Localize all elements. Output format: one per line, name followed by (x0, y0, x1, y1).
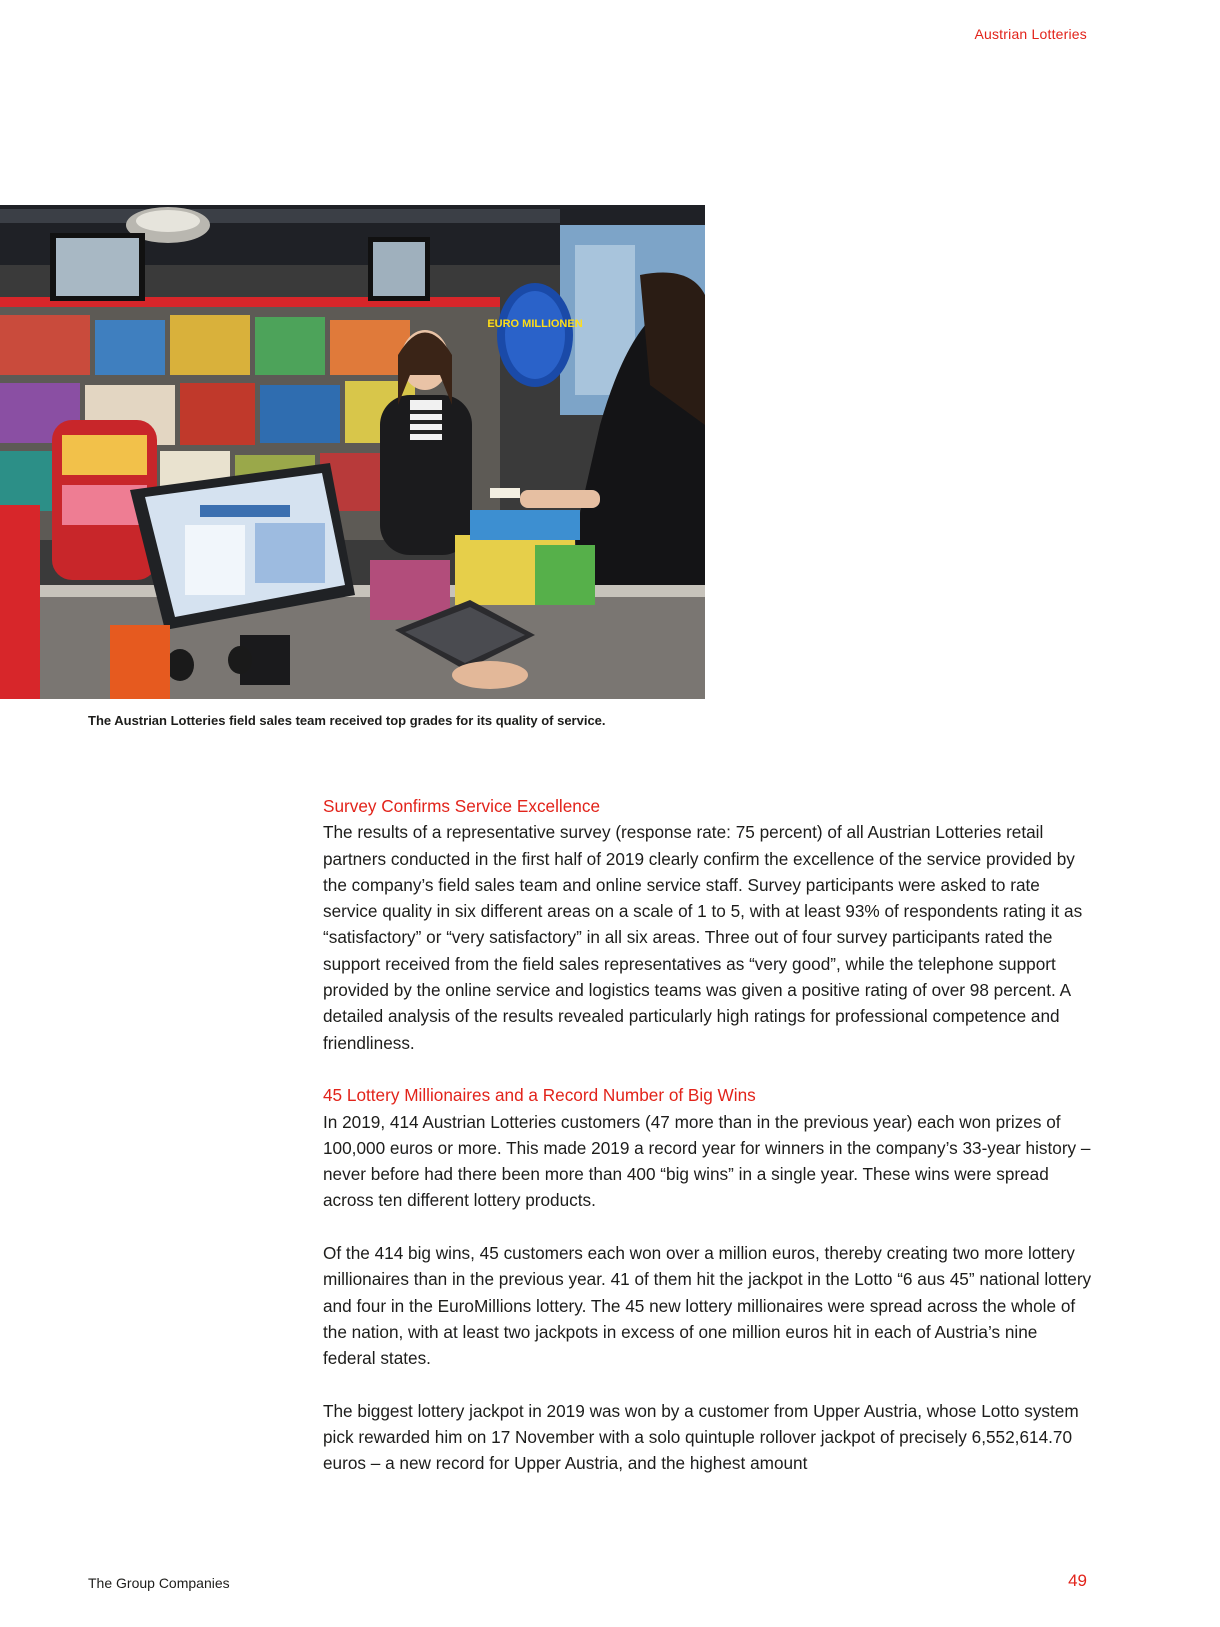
page-number: 49 (1068, 1571, 1087, 1590)
paragraph-millionaires: Of the 414 big wins, 45 customers each won over a million euros, thereby creating two more lottery millionaires than in the previous year. 41 of them hit the jackpot in the Lotto “6 aus 45” national lottery and four in the EuroMillions lottery. The 45 new lottery millionaires were spread across the whole of the nation, with at least two jackpots in excess of one million euros hit in each of Austria’s nine federal states. (323, 1243, 1092, 1369)
photo-caption: The Austrian Lotteries field sales team received top grades for its quality of service. (88, 713, 606, 728)
footer-section-label: The Group Companies (88, 1575, 230, 1591)
running-header: Austrian Lotteries (974, 26, 1087, 42)
paragraph-survey: The results of a representative survey (response rate: 75 percent) of all Austrian Lotteries retail partners conducted in the first half of 2019 clearly confirm the excellence of the service provided by the company’s field sales team and online service staff. Survey participants were asked to rate service quality in six different areas on a scale of 1 to 5, with at least 93% of respondents rating it as “satisfactory” or “very satisfactory” in all six areas. Three out of four survey participants rated the support received from the field sales representatives as “very good”, while the telephone support provided by the online service and logistics teams was given a positive rating of over 98 percent. A detailed analysis of the results revealed particularly high ratings for professional competence and friendliness. (323, 822, 1083, 1053)
lottery-counter-illustration (0, 205, 705, 699)
heading-millionaires: 45 Lottery Millionaires and a Record Number of Big Wins (323, 1085, 756, 1106)
store-photo (0, 205, 705, 699)
euromillionen-sign: EURO MILLIONEN (487, 318, 583, 330)
paragraph-big-wins: In 2019, 414 Austrian Lotteries customers (47 more than in the previous year) each won prizes of 100,000 euros or more. This made 2019 a record year for winners in the company’s 33-year history – never before had there been more than 400 “big wins” in a single year. These wins were spread across ten different lottery products. (323, 1111, 1091, 1211)
paragraph-biggest-jackpot: The biggest lottery jackpot in 2019 was won by a customer from Upper Austria, whose Lotto system pick rewarded him on 17 November with a solo quintuple rollover jackpot of precisely 6,552,614.70 euros – a new record for Upper Austria, and the highest amount (323, 1400, 1079, 1474)
heading-survey: Survey Confirms Service Excellence (323, 796, 601, 816)
article-body (323, 793, 1093, 1503)
